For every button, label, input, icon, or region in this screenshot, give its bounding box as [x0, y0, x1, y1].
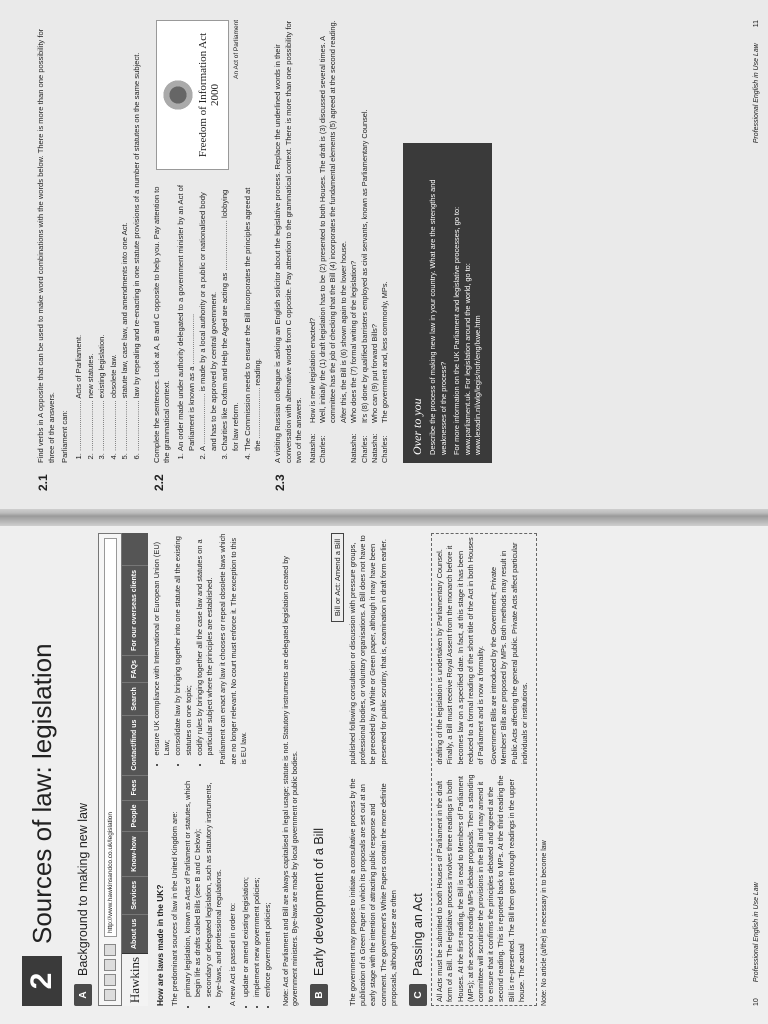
dialogue-line	[349, 20, 359, 463]
purpose-list	[241, 775, 274, 1007]
page-number: 11	[753, 20, 760, 28]
exercise-items	[176, 180, 264, 463]
unit-title: Sources of law: legislation	[26, 643, 57, 944]
section-a-column-1	[152, 775, 277, 1007]
speaker: Charles:	[318, 435, 328, 463]
foi-caption: An Act of Parliament	[232, 20, 240, 79]
list-item: • codify rules by bringing together all the case law and statutes on a particular subject where the principles are established.	[195, 533, 215, 756]
utterance: Well, initially the (1) draft legislation has to be (2) presented to both Houses. The draft is (3) discussed several times. A committee has the job of checking that the Bill (4) incorporates the fundamental elements (5) agreed at the second reading. After this, the Bill is (6) shown again to the lower house.	[318, 20, 348, 423]
dialogue-line	[380, 20, 390, 463]
website-nav	[122, 533, 148, 1006]
note: Note: Act of Parliament and Bill are always capitalised in legal usage; statute is not. Statutory instruments are delegated legislation created by government ministers. Bye-laws are made by local government or public bodies.	[280, 556, 300, 1006]
exercise-number: 2.2	[151, 474, 166, 491]
sources-list	[183, 775, 225, 1007]
section-c-column-2	[435, 537, 533, 765]
list-item: 4. ........................ obsolete law.	[109, 20, 120, 451]
exercise-number: 2.3	[272, 474, 287, 491]
site-logo: Hawkins	[122, 953, 148, 1006]
list-item: 3. Charities like Oxfam and Help the Aged are acting as ........................ lobbying for law reform.	[220, 180, 241, 451]
utterance: The government and, less commonly, MPs.	[380, 281, 390, 423]
nav-item: For our overseas clients	[122, 565, 148, 655]
paragraph: A new Act is passed in order to:	[227, 902, 237, 1006]
instructions: Find verbs in A opposite that can be used to make word combinations with the words below. There is more than one possibility for three of the answers.	[36, 28, 56, 463]
section-b-column-1: The government may propose to initiate a consultative process by the publication of a Green Paper in which its proposals are set out at an early stage with the intention of attracting public response and comment. The government's White Papers contain the more definite proposals, although these are often	[348, 778, 398, 1006]
home-icon	[104, 944, 116, 956]
dialogue-line	[308, 20, 318, 463]
paragraph: Parliament can enact any law it chooses or repeal obsolete laws which are no longer relevant. No court must enforce it. The exception to this is EU law.	[218, 533, 248, 765]
exercise-2-2	[152, 20, 265, 491]
instructions: A visiting Russian colleague is asking an English solicitor about the legislative process. Replace the underlined words in their conversation with alternative words from C opposite. Pay attention to the grammatical context. There is more than one possibility for two of the answers.	[272, 20, 304, 463]
dialogue-line	[360, 20, 370, 463]
royal-crest-icon	[163, 76, 193, 114]
speaker: Natasha:	[307, 433, 317, 463]
list-item: 2. ........................ new statutes.	[86, 20, 97, 451]
book-title: Professional English in Use Law	[753, 882, 760, 983]
nav-item: Know-how	[122, 831, 148, 875]
list-item: 6. ........................ law by repealing and re-enacting in one statute provisions of a number of statutes on the same subject.	[132, 20, 143, 451]
nav-item: About us	[122, 914, 148, 953]
list-item: 4. The Commission needs to ensure the Bill incorporates the principles agreed at the ........................ reading.	[243, 180, 264, 451]
section-c-letter: C	[409, 984, 427, 1006]
right-page	[0, 0, 768, 509]
nav-item: Search	[122, 682, 148, 714]
exercise-2-3	[273, 20, 391, 491]
nav-item: Services	[122, 876, 148, 914]
section-a-column-2	[152, 533, 277, 765]
unit-header	[20, 533, 64, 1006]
exercise-body	[36, 20, 144, 463]
paragraph: The predominant sources of law in the United Kingdom are:	[169, 811, 179, 1006]
utterance: Who can (9) put forward Bills?	[369, 324, 379, 423]
utterance: It's (8) done by qualified barristers employed as civil servants, known as Parliamentary Counsel.	[359, 109, 369, 423]
list-item: 2. A ........................ is made by a local authority or a public or nationalised body and has to be approved by central government.	[198, 180, 219, 451]
nav-item: People	[122, 800, 148, 832]
list-item: • implement new government policies;	[252, 775, 262, 998]
over-to-you-box	[403, 143, 493, 463]
section-c-box	[431, 533, 537, 1006]
section-b-title: Early development of a Bill	[312, 828, 326, 976]
bill-box-row	[331, 533, 344, 1006]
list-item: 3. ........................ existing legislation.	[97, 20, 108, 451]
section-a-heading-text: How are laws made in the UK?	[155, 884, 165, 1006]
left-page	[0, 519, 768, 1024]
utterance: How is new legislation enacted?	[307, 317, 317, 423]
section-c-title: Passing an Act	[411, 893, 426, 976]
nav-item: Contact/find us	[122, 715, 148, 775]
section-b-letter: B	[310, 984, 328, 1006]
dialogue	[308, 20, 391, 463]
foi-title: Freedom of Information Act 2000	[196, 32, 222, 158]
exercise-number: 2.1	[36, 474, 50, 491]
section-a-letter: A	[74, 984, 92, 1006]
section-c-heading	[409, 533, 427, 1006]
url-bar: http://www.hawkinsandco.co.uk/legislation	[104, 538, 117, 937]
right-folio	[753, 20, 760, 143]
unit-number: 2	[22, 956, 62, 1006]
list-item: 1. ........................ Acts of Parliament.	[74, 20, 85, 451]
section-a-text	[152, 533, 277, 1006]
dialogue-line	[370, 20, 380, 463]
paragraph: drafting of the legislation is undertaken by Parliamentary Counsel. Finally, a Bill must receive Royal Assent from the monarch before it becomes law on a specified date. In fact, at this stage it has been reduced to a formal reading of the short title of the Act in both Houses of Parliament and is now a formality.	[435, 537, 485, 765]
paragraph: Describe the process of making new law in your country. What are the strengths and weaknesses of the process?	[428, 179, 448, 455]
list-item: • consolidate law by bringing together into one statute all the existing statutes on one topic;	[173, 533, 193, 756]
refresh-icon	[104, 959, 116, 971]
purpose-list-continued	[152, 533, 215, 765]
foi-cover	[156, 20, 229, 170]
exercise-body	[152, 180, 265, 463]
exercise-body	[273, 20, 391, 463]
list-item: • update or amend existing legislation;	[241, 775, 251, 998]
browser-toolbar	[98, 533, 122, 1006]
section-b-text	[348, 533, 399, 1006]
section-c-column-1: All Acts must be submitted to both Houses of Parliament in the draft form of a Bill. The legislative process involves three readings in both Houses. At the first reading, the Bill is read to Members of Parliament (MPs); at the second reading MPs debate proposals. Then a standing committee will scrutinise the provisions in the Bill and may amend it to ensure that it confirms the principles debated and agreed at the second reading. This is reported back to MPs. At the third reading the Bill is re-presented. The Bill then goes through readings in the upper house. The actual	[435, 774, 526, 1002]
book-title: Professional English in Use Law	[753, 43, 760, 144]
footnote: Note: No article (a/the) is necessary in to become law	[541, 840, 549, 1006]
exercise-2-2-row	[152, 20, 265, 463]
dialogue-line	[318, 20, 349, 463]
list-item: • primary legislation, known as Acts of Parliament or statutes, which begin life as drafts called Bills (see B and C below);	[183, 775, 203, 998]
forward-icon	[104, 974, 116, 986]
nav-item: Fees	[122, 775, 148, 800]
exercise-2-1	[36, 20, 144, 491]
utterance: Who does the (7) formal writing of the legislation?	[349, 260, 359, 423]
speaker: Charles:	[359, 435, 369, 463]
paragraph: For more information on the UK Parliament and legislative processes, go to: www.parliament.uk. For legislation around the world, go to: www.lexadin.nl/wlg/legis/nofr/eng/lxwe.htm	[452, 206, 482, 455]
page-number: 10	[753, 998, 760, 1006]
bill-box: Bill or Act: Amend a Bill	[331, 533, 344, 622]
nav-item: FAQs	[122, 655, 148, 682]
paragraph: Government Bills are introduced by the Government; Private Members' Bills are proposed by MPs. Both methods may result in Public Acts affecting the general public. Private Acts affect particular individuals or institutions.	[489, 542, 529, 765]
list-item: • ensure UK compliance with International or European Union (EU) Law;	[152, 533, 172, 756]
speaker: Natasha:	[349, 433, 359, 463]
foi-figure	[152, 20, 265, 170]
speaker: Natasha:	[369, 433, 379, 463]
over-to-you-title: Over to you	[409, 398, 424, 455]
section-b-column-2: published following consultation or discussion with pressure groups, professional bodies, or voluntary organisations. A Bill does not have to be preceded by a White or Green paper, although it may have been presented for public scrutiny, that is, examination in draft form earlier.	[348, 535, 388, 765]
instructions: Complete the sentences. Look at A, B and C opposite to help you. Pay attention to the grammatical context.	[151, 186, 172, 463]
section-a-title: Background to making new law	[76, 802, 90, 976]
section-b-heading	[310, 533, 328, 1006]
exercise-items	[74, 20, 143, 463]
list-item: 5. ........................ statute law, case law, and amendments into one Act.	[120, 20, 131, 451]
list-item: 1. An order made under authority delegated to a government minister by an Act of Parliament is known as a ........................	[176, 180, 197, 451]
speaker: Charles:	[380, 435, 390, 463]
list-item: • secondary or delegated legislation, such as statutory instruments, bye-laws, and professional regulations.	[204, 775, 224, 998]
back-icon	[104, 989, 116, 1001]
section-a-heading	[74, 533, 92, 1006]
section-c-text	[435, 537, 533, 1002]
left-folio	[753, 882, 760, 1006]
example: Parliament can:	[60, 410, 70, 463]
list-item: • enforce government policies;	[263, 775, 273, 998]
